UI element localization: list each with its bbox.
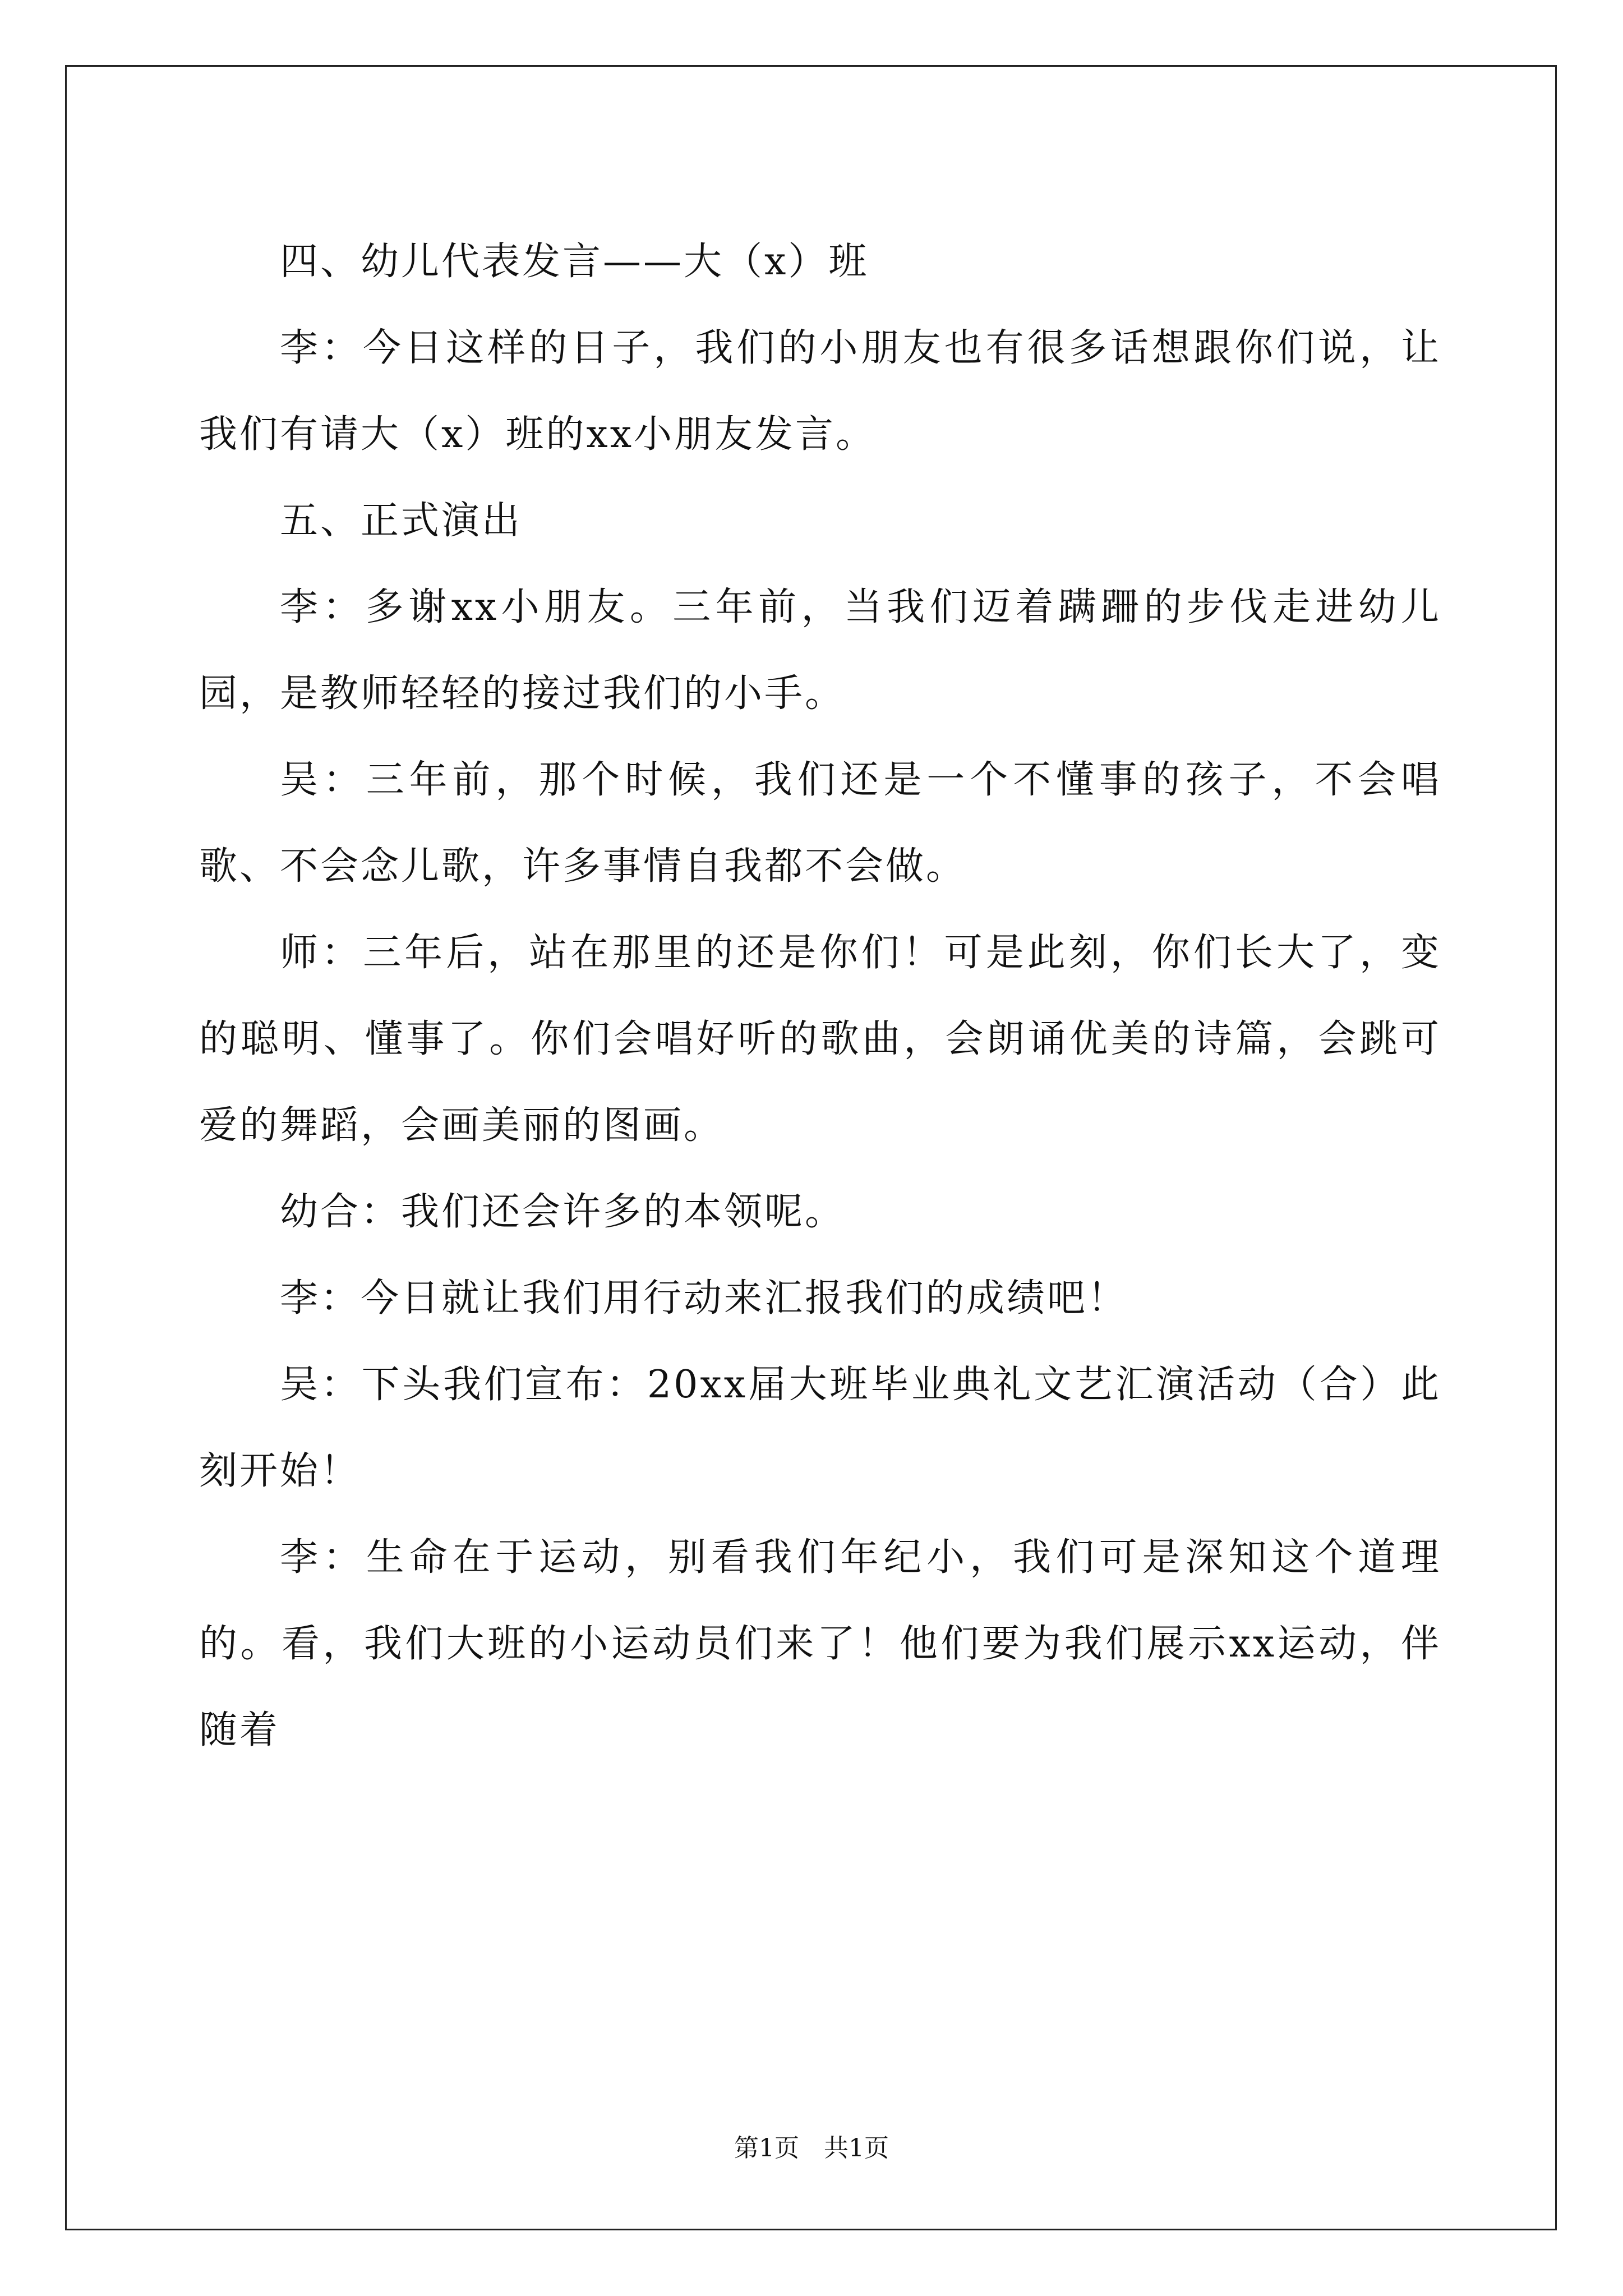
paragraph: 李：今日就让我们用行动来汇报我们的成绩吧！ bbox=[280, 1276, 1128, 1320]
document-body bbox=[199, 219, 1441, 1774]
paragraph: 吴：下头我们宣布：20xx届大班毕业典礼文艺汇演活动（合）此刻开始！ bbox=[199, 1363, 1441, 1493]
paragraph: 李：多谢xx小朋友。三年前，当我们迈着蹒跚的步伐走进幼儿园，是教师轻轻的接过我们的小手。 bbox=[199, 585, 1441, 716]
paragraph: 吴：三年前，那个时候，我们还是一个不懂事的孩子，不会唱歌、不会念儿歌，许多事情自我都不会做。 bbox=[199, 758, 1441, 889]
paragraph: 四、幼儿代表发言——大（x）班 bbox=[280, 240, 869, 284]
page-number-footer: 第1页 共1页 bbox=[734, 2134, 889, 2162]
paragraph: 李：今日这样的日子，我们的小朋友也有很多话想跟你们说，让我们有请大（x）班的xx小朋友发言。 bbox=[199, 326, 1441, 457]
paragraph: 李：生命在于运动，别看我们年纪小，我们可是深知这个道理的。看，我们大班的小运动员们来了！他们要为我们展示xx运动，伴随着 bbox=[199, 1535, 1441, 1752]
paragraph: 幼合：我们还会许多的本领呢。 bbox=[280, 1190, 846, 1234]
paragraph: 师：三年后，站在那里的还是你们！可是此刻，你们长大了，变的聪明、懂事了。你们会唱好听的歌曲，会朗诵优美的诗篇，会跳可爱的舞蹈，会画美丽的图画。 bbox=[199, 931, 1441, 1148]
paragraph: 五、正式演出 bbox=[280, 499, 523, 543]
